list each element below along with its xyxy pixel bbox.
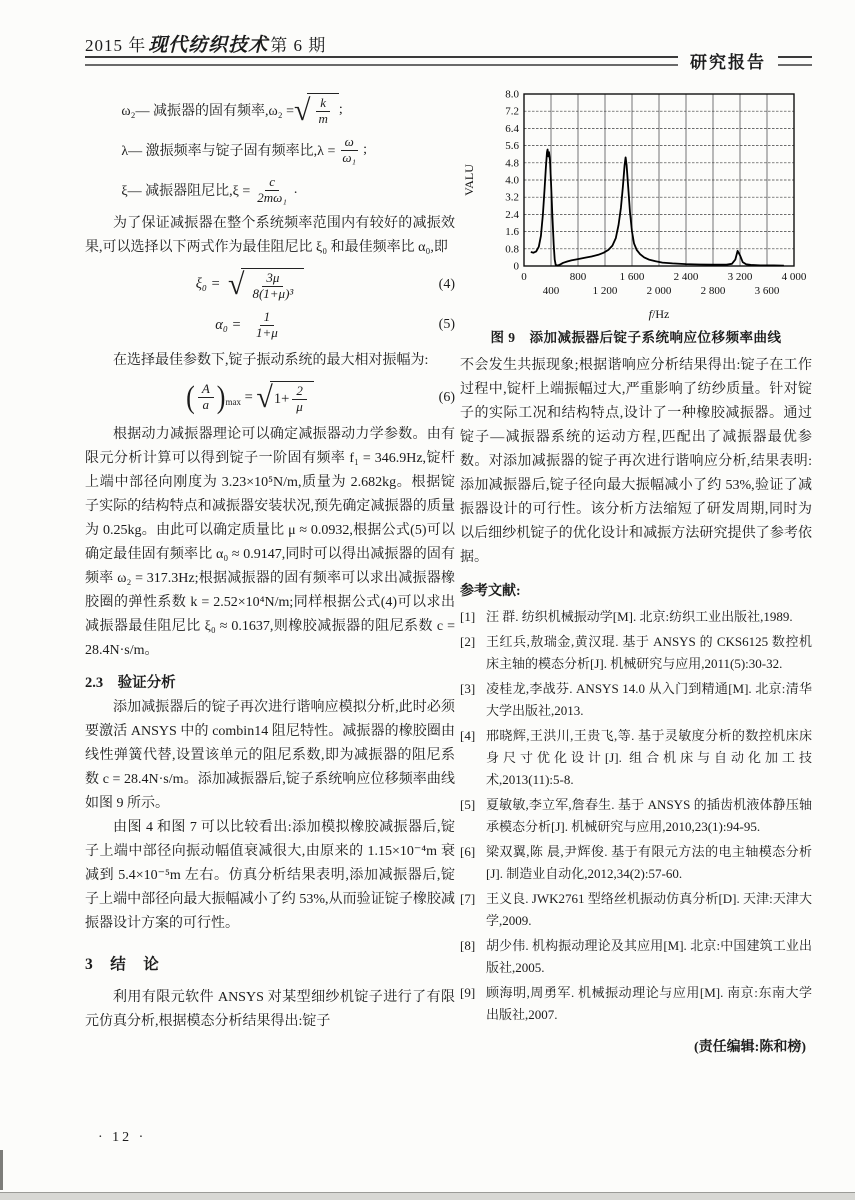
reference-item: [460, 678, 812, 722]
fraction: $\frac{c}{\text{2mω₁}}$: [257, 173, 287, 205]
equation-5: α₀ = $\frac{1}{1+\mu}$ (5): [215, 308, 455, 340]
paragraph-dynamics: 根据动力减振器理论可以确定减振器动力学参数。由有限元分析计算可以得到锭子一阶固有频率 f₁ = 346.9Hz,锭杆上端中部径向刚度为 3.23×10⁵N/m,质量为 2.682kg。根据锭子实际的结构特点和减振器安装状况,预先确定减振器的质量为 0.25kg。由此可以确定质量比 μ ≈ 0.0932,根据公式(5)可以确定最佳固有频率比 α₀ ≈ 0.9147,同时可以得出减振器的固有频率 ω₂ = 317.3Hz;根据减振器的固有频率可以求出减振器橡胶圈的弹性系数 k = 2.52×10⁴N/m;同样根据公式(4)可以求出减振器最佳阻尼比 ξ₀ ≈ 0.1637,则橡胶减振器的阻尼系数 c = 28.4N·s/m。: [85, 426, 455, 658]
reference-text: 夏敏敏,李立军,詹春生. 基于 ANSYS 的插齿机液体静压轴承模态分析[J]. 机械研究与应用,2010,23(1):94-95.: [486, 797, 812, 834]
header-double-rule: [85, 56, 678, 66]
svg-text:3 600: 3 600: [754, 285, 780, 297]
svg-text:0: 0: [513, 260, 519, 273]
reference-item: [460, 982, 812, 1026]
svg-text:2 800: 2 800: [700, 285, 726, 297]
paragraph-best-params: 在选择最佳参数下,锭子振动系统的最大相对振幅为:: [113, 352, 429, 368]
svg-text:7.2: 7.2: [505, 105, 519, 118]
journal-issue: 第 6 期: [270, 36, 327, 55]
paragraph-verify-1: 添加减振器后的锭子再次进行谐响应模拟分析,此时必须要激活 ANSYS 中的 combin14 阻尼特性。减振器的橡胶圈由线性弹簧代替,设置该单元的阻尼系数,即为减振器的阻尼系数 c = 28.4N·s/m。添加减振器后,锭子系统响应位移频率曲线如图 9 所示。: [85, 699, 455, 811]
paragraph-right-main: 不会发生共振现象;根据谐响应分析结果得出:锭子在工作过程中,锭杆上端振幅过大,严重影响了纺纱质量。针对锭子的实际工况和结构特点,设计了一种橡胶减振器。通过锭子—减振器系统的运动方程,匹配出了减振器最优参数。对添加减振器的锭子再次进行谐响应分析,结果表明:添加减振器后,锭子径向最大振幅减小了约 53%,验证了减振器设计的可行性。该分析方法缩短了研发周期,同时为以后细纱机锭子的优化设计和减振方法研究提供了参考依据。: [460, 358, 812, 565]
response-curve: [531, 150, 784, 266]
svg-text:4.8: 4.8: [505, 157, 519, 170]
page-number: · 12 ·: [98, 1130, 147, 1145]
figure9-caption: 图 9 添加减振器后锭子系统响应位移频率曲线: [490, 330, 782, 345]
fraction: $\frac{\omega}{\text{ω₁}}$: [342, 133, 357, 165]
paragraph-verify-2: 由图 4 和图 7 可以比较看出:添加模拟橡胶减振器后,锭子上端中部径向振动幅值衰减很大,由原来的 1.15×10⁻⁴m 衰减到 5.4×10⁻⁵m 左右。仿真分析结果表明,添加减振器后,锭子上端中部径向最大振幅减小了约 53%,从而验证锭子橡胶减振器设计方案的可行性。: [85, 819, 455, 931]
journal-year: 2015 年: [85, 36, 147, 55]
equation-4: ξ₀ = √ $\frac{3\mu}{\text{8(1+μ)³}}$ (4): [195, 268, 455, 302]
reference-label: [1]: [460, 609, 476, 624]
figure9-chart: [460, 84, 812, 324]
equation-number: (6): [438, 389, 455, 405]
heading-2-3: 2.3 验证分析: [85, 674, 176, 691]
equation-number: (5): [438, 317, 455, 333]
reference-text: 王红兵,敖瑞金,黄汉琨. 基于 ANSYS 的 CKS6125 数控机床主轴的模态分析[J]. 机械研究与应用,2011(5):30-32.: [486, 634, 812, 671]
references-heading: 参考文献:: [460, 584, 521, 599]
reference-label: [9]: [460, 985, 476, 1000]
definition-text: ξ— 减振器阻尼比,ξ =: [121, 184, 251, 199]
svg-text:400: 400: [542, 285, 560, 297]
svg-text:2 000: 2 000: [646, 285, 672, 297]
right-column: [460, 84, 812, 1056]
reference-text: 梁双翼,陈 晨,尹辉俊. 基于有限元方法的电主轴模态分析[J]. 制造业自动化,2012,34(2):57-60.: [486, 844, 812, 881]
scan-mark-left: [0, 1150, 3, 1190]
reference-text: 邢晓辉,王洪川,王贵飞,等. 基于灵敏度分析的数控机床床身尺寸优化设计[J]. 组合机床与自动化加工技术,2013(11):5-8.: [486, 728, 812, 787]
journal-name: 现代纺织技术: [148, 35, 269, 56]
reference-label: [7]: [460, 891, 476, 906]
reference-label: [4]: [460, 728, 476, 743]
reference-text: 顾海明,周勇军. 机械振动理论与应用[M]. 南京:东南大学出版社,2007.: [486, 985, 812, 1022]
definition-text: ω₂— 减振器的固有频率,ω₂ =: [121, 104, 294, 119]
equation-number: (4): [438, 276, 455, 292]
svg-text:5.6: 5.6: [505, 140, 519, 153]
left-column: [85, 88, 455, 1034]
x-axis-label: f/Hz: [648, 307, 670, 321]
svg-text:3.2: 3.2: [505, 191, 519, 204]
definition-text: λ— 激振频率与锭子固有频率比,λ =: [121, 144, 336, 159]
svg-text:6.4: 6.4: [505, 122, 519, 135]
reference-item: [460, 631, 812, 675]
svg-text:1.6: 1.6: [505, 226, 519, 239]
editor-note: (责任编辑:陈和榜): [694, 1040, 806, 1055]
reference-item: [460, 606, 812, 628]
references-list: [460, 606, 812, 1026]
reference-item: [460, 935, 812, 979]
figure-9: [460, 84, 812, 346]
reference-item: [460, 888, 812, 932]
equation-6: ( $\frac{A}{a}$ )$_{max}$ = √ 1+ $\frac{2}{\mu}$ (6): [186, 379, 455, 415]
reference-text: 胡少伟. 机构振动理论及其应用[M]. 北京:中国建筑工业出版社,2005.: [486, 938, 812, 975]
svg-text:1 600: 1 600: [619, 271, 645, 283]
definition-xi: ξ— 减振器阻尼比,ξ = $\frac{c}{\text{2mω₁}}$ .: [121, 173, 298, 205]
section-label: 研究报告: [690, 53, 766, 72]
reference-text: 王义良. JWK2761 型络丝机振动仿真分析[D]. 天津:天津大学,2009.: [486, 891, 812, 928]
svg-text:0: 0: [521, 271, 527, 283]
sqrt-expression: √ 1+ $\frac{2}{\mu}$: [256, 381, 313, 415]
sqrt-expression: √ $\frac{3\mu}{\text{8(1+μ)³}}$: [228, 268, 304, 302]
reference-label: [3]: [460, 681, 476, 696]
reference-label: [8]: [460, 938, 476, 953]
svg-text:4 000: 4 000: [781, 271, 807, 283]
svg-text:2.4: 2.4: [505, 208, 519, 221]
fraction: $\frac{A}{a}$: [198, 382, 214, 413]
paragraph-intro-best: 为了保证减振器在整个系统频率范围内有较好的减振效果,可以选择以下两式作为最佳阻尼比 ξ₀ 和最佳频率比 α₀,即: [85, 216, 455, 255]
svg-text:3 200: 3 200: [727, 271, 753, 283]
fraction: $\frac{1}{1+\mu}$: [255, 308, 278, 340]
reference-text: 汪 群. 纺织机械振动学[M]. 北京:纺织工业出版社,1989.: [486, 609, 793, 624]
definition-omega2: ω₂— 减振器的固有频率,ω₂ = √ $\frac{k}{m}$ ;: [121, 93, 343, 127]
reference-item: [460, 841, 812, 885]
header-rule-row: [85, 48, 812, 73]
reference-label: [6]: [460, 844, 476, 859]
reference-item: [460, 794, 812, 838]
scan-edge-bottom: [0, 1192, 855, 1200]
reference-label: [5]: [460, 797, 476, 812]
y-axis-label: VALU: [462, 164, 476, 196]
reference-item: [460, 725, 812, 791]
heading-3-conclusion: 3 结 论: [85, 955, 160, 973]
paragraph-conclusion: 利用有限元软件 ANSYS 对某型细纱机锭子进行了有限元仿真分析,根据模态分析结果得出:锭子: [85, 989, 455, 1029]
reference-text: 凌桂龙,李战芬. ANSYS 14.0 从入门到精通[M]. 北京:清华大学出版社,2013.: [486, 681, 812, 718]
svg-text:8.0: 8.0: [505, 88, 519, 101]
svg-text:0.8: 0.8: [505, 243, 519, 256]
header-double-rule-short: [778, 56, 812, 66]
sqrt-expression: √ $\frac{k}{m}$: [294, 93, 339, 127]
svg-text:2 400: 2 400: [673, 271, 699, 283]
definition-lambda: λ— 激振频率与锭子固有频率比,λ = $\frac{\omega}{\text{ω₁}}$ ;: [121, 133, 367, 165]
svg-text:4.0: 4.0: [505, 174, 519, 187]
reference-label: [2]: [460, 634, 476, 649]
svg-text:1 200: 1 200: [592, 285, 618, 297]
svg-text:800: 800: [569, 271, 587, 283]
